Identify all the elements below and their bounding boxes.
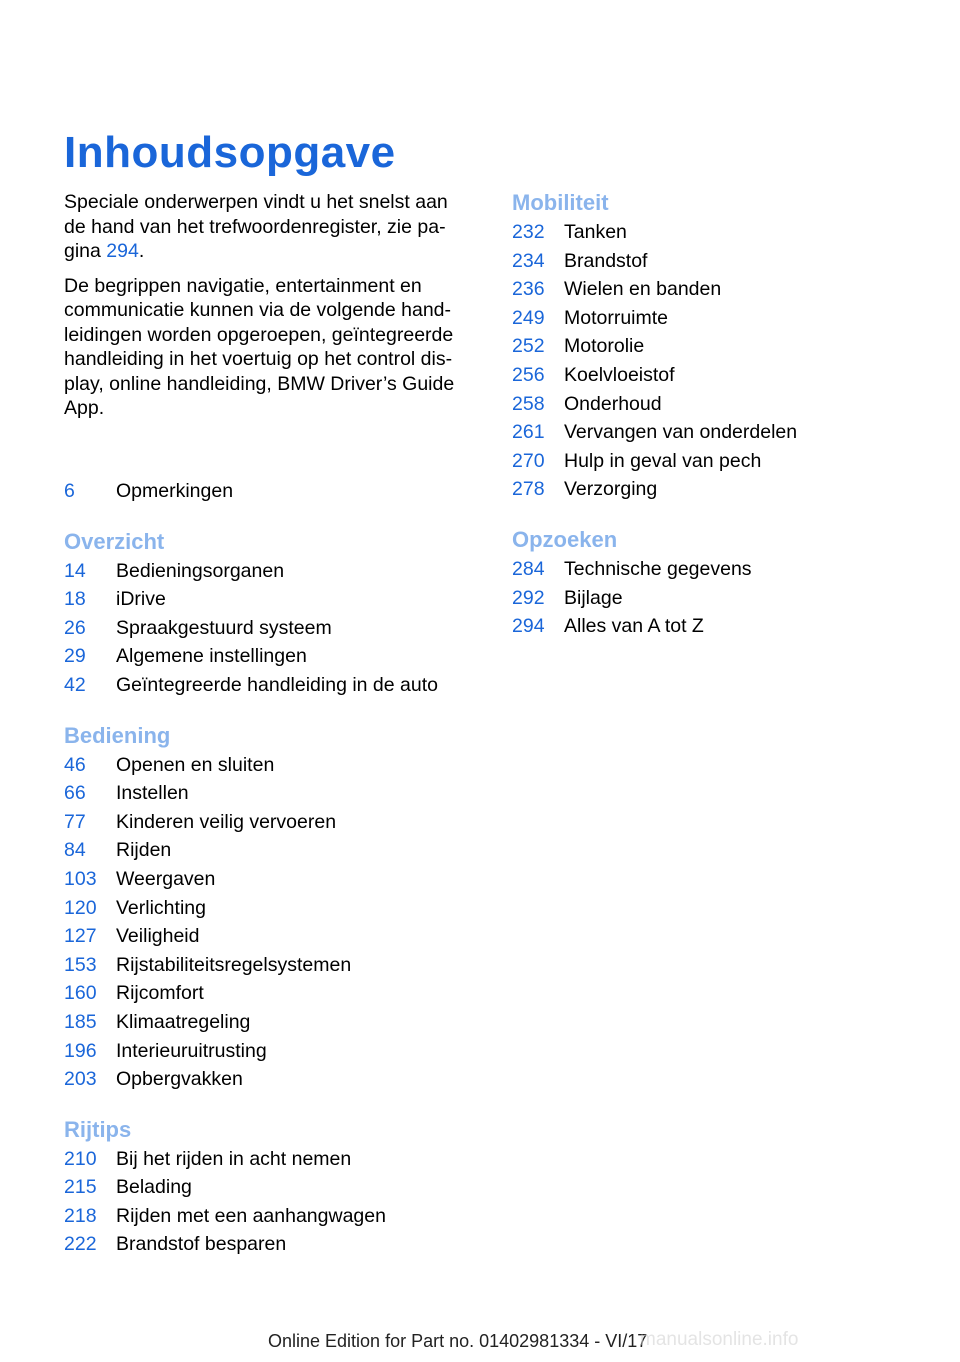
toc-page-number[interactable]: 203 — [64, 1068, 97, 1091]
toc-entry[interactable] — [64, 808, 484, 837]
toc-page-number[interactable]: 160 — [64, 982, 97, 1005]
watermark: manualsonline.info — [640, 1329, 799, 1350]
intro-paragraph-2: De begrippen navigatie, entertainment en communicatie kunnen via de volgende hand‐leidingen worden opgeroepen, geïntegreerde handleiding in het voertuig op het control dis‐play, online handleiding, BMW Driver’s Guide App. — [64, 274, 455, 419]
toc-entry[interactable] — [64, 1145, 484, 1174]
toc-page-number[interactable]: 292 — [512, 586, 545, 609]
toc-page-number[interactable]: 294 — [512, 615, 545, 638]
toc-entry[interactable] — [512, 390, 932, 419]
toc-entry-label: Motorruimte — [564, 306, 669, 329]
toc-entry[interactable] — [64, 557, 484, 586]
toc-entry-label: Veiligheid — [116, 925, 200, 948]
toc-entry-label: Rijstabiliteitsregelsystemen — [116, 953, 352, 976]
toc-entry[interactable] — [64, 951, 484, 980]
toc-entry-label: Bedieningsorganen — [116, 559, 285, 582]
toc-entry-label: Opbergvakken — [116, 1068, 243, 1091]
toc-entry[interactable] — [512, 612, 932, 641]
toc-entry[interactable] — [64, 1065, 484, 1094]
footer-edition: Online Edition for Part no. 01402981334 - VI/17 — [268, 1331, 648, 1351]
toc-entry[interactable] — [64, 1202, 484, 1231]
toc-entry-label: Verzorging — [564, 478, 658, 501]
toc-page-number[interactable]: 14 — [64, 559, 86, 582]
toc-entry[interactable] — [512, 475, 932, 504]
toc-entry[interactable] — [512, 361, 932, 390]
toc-page-number[interactable]: 278 — [512, 478, 545, 501]
toc-entry-label: Wielen en banden — [564, 278, 722, 301]
toc-entry-label: Weergaven — [116, 867, 216, 890]
toc-page-number[interactable]: 29 — [64, 645, 86, 668]
toc-entry[interactable] — [64, 1037, 484, 1066]
toc-entry[interactable] — [64, 585, 484, 614]
toc-page-number[interactable]: 153 — [64, 953, 97, 976]
toc-entry[interactable] — [64, 642, 484, 671]
toc-entry-label: Koelvloeistof — [564, 363, 675, 386]
toc-page-number[interactable]: 42 — [64, 673, 86, 696]
toc-entry[interactable] — [64, 477, 484, 506]
toc-page-number[interactable]: 284 — [512, 557, 545, 580]
toc-page-number[interactable]: 234 — [512, 249, 545, 272]
toc-entry-label: Kinderen veilig vervoeren — [116, 810, 337, 833]
toc-entry-label: Openen en sluiten — [116, 753, 275, 776]
toc-page-number[interactable]: 249 — [512, 306, 545, 329]
toc-entry-label: Onderhoud — [564, 392, 662, 415]
toc-entry[interactable] — [64, 1008, 484, 1037]
toc-page-number[interactable]: 261 — [512, 421, 545, 444]
section-heading: Rijtips — [64, 1116, 132, 1142]
toc-entry[interactable] — [64, 894, 484, 923]
toc-entry[interactable] — [64, 1173, 484, 1202]
index-page-link[interactable]: 294 — [106, 240, 139, 262]
toc-page-number[interactable]: 84 — [64, 839, 86, 862]
toc-page-number[interactable]: 218 — [64, 1204, 97, 1227]
intro-paragraph-1 — [64, 190, 474, 264]
toc-entry-label: Interieuruitrusting — [116, 1039, 267, 1062]
toc-entry[interactable] — [512, 218, 932, 247]
toc-entry-label: Rijden — [116, 839, 172, 862]
toc-page-number[interactable]: 270 — [512, 449, 545, 472]
toc-entry[interactable] — [512, 304, 932, 333]
page-title: Inhoudsopgave — [64, 128, 396, 178]
toc-entry[interactable] — [64, 836, 484, 865]
toc-page-number[interactable]: 196 — [64, 1039, 97, 1062]
toc-page-number[interactable]: 46 — [64, 753, 86, 776]
toc-page-number[interactable]: 66 — [64, 782, 86, 805]
toc-page-number[interactable]: 77 — [64, 810, 86, 833]
toc-page-number[interactable]: 18 — [64, 588, 86, 611]
toc-entry-label: Brandstof — [564, 249, 648, 272]
toc-entry[interactable] — [64, 751, 484, 780]
section-heading: Overzicht — [64, 528, 165, 554]
section-heading: Opzoeken — [512, 526, 618, 552]
intro-text — [64, 190, 474, 431]
toc-entry-label: Spraakgestuurd systeem — [116, 616, 332, 639]
toc-entry-label: Vervangen van onderdelen — [564, 421, 798, 444]
intro-p1-text: Speciale onderwerpen vindt u het snelst aan de hand van het trefwoordenregister, zie pa‐gina — [64, 191, 448, 262]
section-heading: Mobiliteit — [512, 190, 609, 215]
toc-page-number[interactable]: 127 — [64, 925, 97, 948]
toc-entry[interactable] — [64, 779, 484, 808]
toc-entry-label: Bijlage — [564, 586, 623, 609]
toc-page-number[interactable]: 185 — [64, 1010, 97, 1033]
toc-entry[interactable] — [512, 247, 932, 276]
toc-right-column — [512, 188, 932, 641]
toc-page-number[interactable]: 256 — [512, 363, 545, 386]
section-heading: Bediening — [64, 722, 171, 748]
toc-entry-label: Geïntegreerde handleiding in de auto — [116, 673, 438, 696]
toc-page-number[interactable]: 120 — [64, 896, 97, 919]
toc-entry[interactable] — [512, 418, 932, 447]
toc-page-number[interactable]: 103 — [64, 867, 97, 890]
toc-entry-label: Instellen — [116, 782, 189, 805]
toc-entry-label: Rijcomfort — [116, 982, 204, 1005]
toc-entry-label: Belading — [116, 1176, 192, 1199]
toc-entry-label: iDrive — [116, 588, 166, 611]
toc-page-number[interactable]: 26 — [64, 616, 86, 639]
toc-page-number[interactable]: 210 — [64, 1147, 97, 1170]
toc-page-number[interactable]: 6 — [64, 480, 75, 502]
toc-page-number[interactable]: 258 — [512, 392, 545, 415]
toc-entry[interactable] — [512, 555, 932, 584]
toc-entry[interactable] — [512, 332, 932, 361]
toc-entry[interactable] — [64, 865, 484, 894]
toc-entry[interactable] — [64, 1230, 484, 1259]
toc-page-number[interactable]: 215 — [64, 1176, 97, 1199]
toc-page-number[interactable]: 236 — [512, 278, 545, 301]
toc-entry[interactable] — [64, 922, 484, 951]
toc-entry[interactable] — [512, 275, 932, 304]
toc-page-number[interactable]: 232 — [512, 221, 545, 243]
toc-entry[interactable] — [512, 447, 932, 476]
toc-entry-label: Tanken — [564, 221, 627, 243]
toc-entry[interactable] — [64, 979, 484, 1008]
toc-entry-label: Verlichting — [116, 896, 206, 919]
toc-page-number[interactable]: 252 — [512, 335, 545, 358]
toc-entry-label: Opmerkingen — [116, 480, 234, 502]
toc-entry-label: Klimaatregeling — [116, 1010, 251, 1033]
toc-entry-label: Algemene instellingen — [116, 645, 307, 668]
toc-entry[interactable] — [64, 614, 484, 643]
toc-entry-label: Hulp in geval van pech — [564, 449, 762, 472]
toc-page-number[interactable]: 222 — [64, 1233, 97, 1256]
toc-entry-label: Brandstof besparen — [116, 1233, 287, 1256]
toc-entry[interactable] — [512, 584, 932, 613]
toc-entry[interactable] — [64, 671, 484, 700]
toc-entry-label: Motorolie — [564, 335, 645, 358]
toc-entry-label: Bij het rijden in acht nemen — [116, 1147, 352, 1170]
toc-entry-label: Technische gegevens — [564, 557, 752, 580]
toc-left-column — [64, 477, 484, 1259]
intro-p1-end: . — [138, 240, 145, 262]
toc-entry-label: Alles van A tot Z — [564, 615, 704, 638]
toc-entry-label: Rijden met een aanhangwagen — [116, 1204, 386, 1227]
